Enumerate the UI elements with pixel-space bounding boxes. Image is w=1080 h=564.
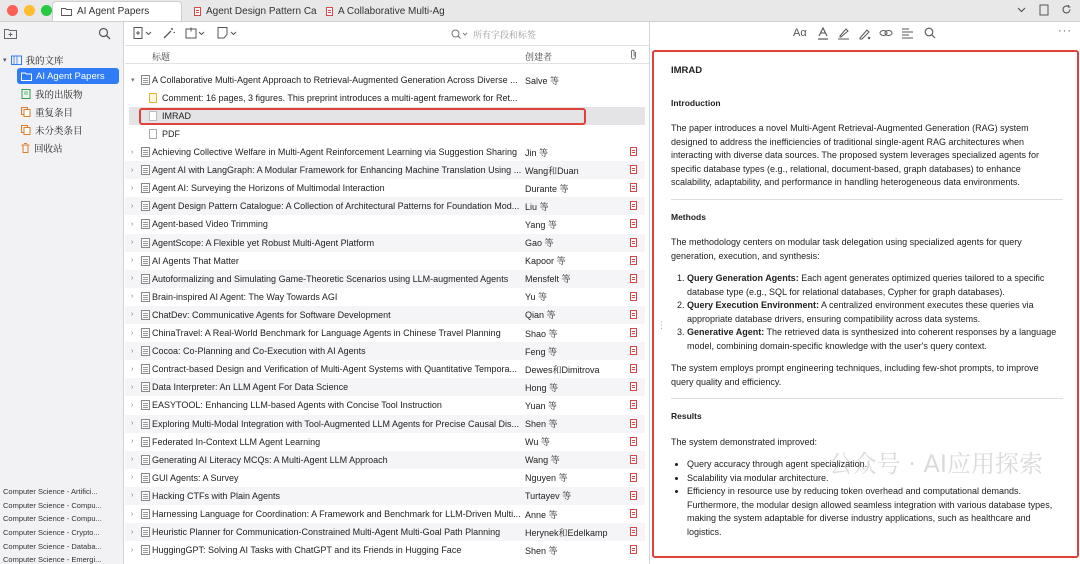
folder-icon xyxy=(21,72,32,81)
item-title: Contract-based Design and Verification of Multi-Agent Systems with Quantitative Tempora... xyxy=(152,364,518,375)
library-icon xyxy=(11,55,22,65)
pdf-attachment-icon[interactable] xyxy=(630,219,637,228)
sidebar-item-my-library[interactable]: ▾ 我的文库 xyxy=(3,56,64,67)
paper-icon xyxy=(141,183,150,193)
table-row[interactable] xyxy=(125,415,645,433)
sidebar-item-duplicates[interactable]: 重复条目 xyxy=(21,104,73,120)
paper-icon xyxy=(141,527,150,537)
item-creator: Mensfelt 等 xyxy=(525,274,571,285)
item-title: Heuristic Planner for Communication-Constrained Multi-Agent Multi-Goal Path Planning xyxy=(152,527,501,538)
collection-tag[interactable]: Computer Science - Compu... xyxy=(3,501,102,510)
table-row[interactable] xyxy=(125,433,645,451)
tab-agent-design-pattern[interactable]: Agent Design Pattern Ca xyxy=(186,1,314,21)
note-icon[interactable] xyxy=(217,27,239,39)
zoom-window-button[interactable] xyxy=(41,5,52,16)
tab-collaborative-multi-agent[interactable]: A Collaborative Multi-Ag xyxy=(318,1,438,21)
paper-icon xyxy=(141,201,150,211)
item-creator: Herynek和Edelkamp xyxy=(525,527,608,538)
list-item: • Query accuracy through agent specialization. xyxy=(687,458,1063,472)
search-icon[interactable] xyxy=(924,27,936,42)
item-creator: Kapoor 等 xyxy=(525,256,566,267)
item-title: HuggingGPT: Solving AI Tasks with ChatGPT and its Friends in Hugging Face xyxy=(152,545,462,556)
chevron-right-icon[interactable]: › xyxy=(131,510,134,518)
pdf-attachment-icon[interactable] xyxy=(630,491,637,500)
item-title: Data Interpreter: An LLM Agent For Data Science xyxy=(152,382,349,393)
pdf-attachment-icon[interactable] xyxy=(630,292,637,301)
page-icon[interactable] xyxy=(1039,4,1049,19)
table-row[interactable] xyxy=(125,505,645,523)
table-row[interactable] xyxy=(125,234,645,252)
item-creator: Hong 等 xyxy=(525,382,559,393)
paper-icon xyxy=(141,328,150,338)
item-creator: Nguyen 等 xyxy=(525,473,568,484)
highlight-icon[interactable] xyxy=(837,27,850,43)
pdf-icon xyxy=(326,7,333,16)
item-creator: Durante 等 xyxy=(525,183,569,194)
sidebar-toolbar xyxy=(0,22,123,48)
tab-bar xyxy=(0,0,1080,22)
paper-icon xyxy=(141,455,150,465)
sidebar-item-my-publications[interactable]: 我的出版物 xyxy=(21,86,83,102)
item-title: Hacking CTFs with Plain Agents xyxy=(152,490,281,501)
divider xyxy=(671,199,1063,200)
pdf-attachment-icon[interactable] xyxy=(630,346,637,355)
pdf-attachment-icon[interactable] xyxy=(630,328,637,337)
item-creator: Wang 等 xyxy=(525,455,560,466)
magic-wand-icon[interactable] xyxy=(163,27,175,39)
methods-list xyxy=(671,272,1063,353)
section-heading-methods: Methods xyxy=(671,211,706,222)
paper-icon xyxy=(141,437,150,447)
note-toolbar xyxy=(651,22,1080,48)
chevron-right-icon[interactable]: › xyxy=(131,401,134,409)
item-creator: Dewes和Dimitrova xyxy=(525,364,600,375)
table-row[interactable]: ▾ A Collaborative Multi-Agent Approach to Retrieval-Augmented Generation Across Diverse ... Salve 等 xyxy=(131,75,560,86)
item-title: Achieving Collective Welfare in Multi-Agent Reinforcement Learning via Suggestion Sharing xyxy=(152,147,518,157)
pdf-attachment-icon[interactable] xyxy=(630,238,637,247)
collection-tag[interactable]: Computer Science - Compu... xyxy=(3,514,102,523)
table-row[interactable] xyxy=(125,306,645,324)
paper-icon xyxy=(141,509,150,519)
note-pane xyxy=(651,22,1080,564)
tabbar-right-tools xyxy=(1016,4,1072,19)
paper-icon xyxy=(141,219,150,229)
more-icon[interactable]: ··· xyxy=(1058,25,1072,37)
duplicates-icon xyxy=(21,107,31,117)
title-column-header[interactable]: 标题 xyxy=(152,52,171,62)
pen-icon[interactable] xyxy=(858,27,872,43)
sync-icon[interactable] xyxy=(1061,4,1072,19)
sidebar-item-trash[interactable]: 回收站 xyxy=(21,140,63,156)
item-creator: Yuan 等 xyxy=(525,400,558,411)
chevron-right-icon[interactable]: › xyxy=(131,528,134,536)
chevron-right-icon[interactable]: › xyxy=(131,347,134,355)
publications-icon xyxy=(21,89,31,99)
table-row[interactable] xyxy=(125,215,645,233)
item-title: Autoformalizing and Simulating Game-Theoretic Scenarios using LLM-augmented Agents xyxy=(152,273,509,284)
drag-handle-icon[interactable]: ⋮ xyxy=(657,320,666,330)
format-icon[interactable]: Aα xyxy=(793,27,807,39)
search-placeholder: 所有字段和标签 xyxy=(473,29,537,40)
item-creator: Turtayev 等 xyxy=(525,491,572,502)
pdf-attachment-icon[interactable] xyxy=(630,437,637,446)
paper-icon xyxy=(141,165,150,175)
list-item: 3. Generative Agent: The retrieved data is synthesized into coherent responses by a language model, combining domain-specific knowledge with the user's query context. xyxy=(687,326,1063,353)
pdf-attachment-icon[interactable] xyxy=(630,527,637,536)
pdf-attachment-icon[interactable] xyxy=(630,201,637,210)
chevron-right-icon[interactable]: › xyxy=(131,293,134,301)
close-window-button[interactable] xyxy=(7,5,18,16)
item-title: Agent AI: Surveying the Horizons of Multimodal Interaction xyxy=(152,183,385,194)
link-icon[interactable] xyxy=(879,27,893,42)
item-creator: Yu 等 xyxy=(525,292,548,303)
pdf-attachment-icon[interactable] xyxy=(630,147,637,156)
chevron-right-icon[interactable]: › xyxy=(131,184,134,192)
chevron-right-icon[interactable]: › xyxy=(131,546,134,554)
methods-paragraph: The methodology centers on modular task delegation using specialized agents for query generation, execution, and synthesis: xyxy=(671,237,1022,261)
paper-icon xyxy=(141,419,150,429)
paper-icon xyxy=(141,473,150,483)
sidebar-item-unfiled[interactable]: 未分类条目 xyxy=(21,122,83,138)
item-title: ChinaTravel: A Real-World Benchmark for Language Agents in Chinese Travel Planning xyxy=(152,328,501,338)
minimize-window-button[interactable] xyxy=(24,5,35,16)
pdf-attachment-icon[interactable] xyxy=(630,382,637,391)
new-item-icon[interactable] xyxy=(133,27,153,39)
table-row[interactable] xyxy=(125,541,645,559)
item-creator: Anne 等 xyxy=(525,509,558,520)
chevron-right-icon[interactable]: › xyxy=(131,329,134,337)
item-creator: Wu 等 xyxy=(525,437,550,448)
pdf-attachment-icon[interactable] xyxy=(630,165,637,174)
section-heading-introduction: Introduction xyxy=(671,97,721,108)
table-row[interactable] xyxy=(125,197,645,215)
table-row[interactable] xyxy=(125,396,645,414)
table-row[interactable] xyxy=(125,469,645,487)
chevron-right-icon[interactable]: › xyxy=(131,492,134,500)
paper-icon xyxy=(141,147,150,157)
column-header xyxy=(125,46,649,64)
paper-icon xyxy=(141,400,150,410)
list-item: 2. Query Execution Environment: A centralized environment executes these queries via appropriate database drivers, ensuring compatibility across data systems. xyxy=(687,299,1063,326)
pdf-attachment-icon[interactable] xyxy=(630,310,637,319)
pdf-attachment-icon[interactable] xyxy=(630,419,637,428)
item-title: Cocoa: Co-Planning and Co-Execution with AI Agents xyxy=(152,346,366,357)
item-title: Exploring Multi-Modal Integration with Tool-Augmented LLM Agents for Precise Causal Dis... xyxy=(152,418,520,429)
table-row[interactable] xyxy=(125,324,645,342)
divider xyxy=(671,398,1063,399)
table-row[interactable] xyxy=(125,451,645,469)
table-row[interactable] xyxy=(125,378,645,396)
item-title: Harnessing Language for Coordination: A Framework and Benchmark for LLM-Driven Multi... xyxy=(152,509,521,519)
chevron-down-icon[interactable]: ▾ xyxy=(3,57,7,64)
chevron-right-icon[interactable]: › xyxy=(131,275,134,283)
items-toolbar xyxy=(125,22,649,46)
table-row[interactable] xyxy=(125,179,645,197)
chevron-down-icon[interactable] xyxy=(1016,4,1027,19)
item-creator: Jin 等 xyxy=(525,147,549,158)
child-pdf-attachment[interactable]: PDF xyxy=(149,125,180,143)
file-icon xyxy=(149,129,157,139)
item-creator: Liu 等 xyxy=(525,201,549,212)
chevron-right-icon[interactable]: › xyxy=(131,438,134,446)
methods-after-paragraph: The system employs prompt engineering techniques, including few-shot prompts, to improve query quality and efficiency. xyxy=(671,363,1039,387)
note-editor-highlight[interactable] xyxy=(652,50,1079,558)
chevron-right-icon[interactable]: › xyxy=(131,365,134,373)
paper-icon xyxy=(141,238,150,248)
list-item: • Scalability via modular architecture. xyxy=(687,472,1063,486)
pdf-attachment-icon[interactable] xyxy=(630,473,637,482)
search-icon xyxy=(451,29,469,40)
item-title: Agent-based Video Trimming xyxy=(152,219,268,230)
paper-icon xyxy=(141,491,150,501)
table-row[interactable] xyxy=(125,342,645,360)
table-row[interactable] xyxy=(125,270,645,288)
underline-icon[interactable] xyxy=(817,27,829,43)
note-title: IMRAD xyxy=(671,65,703,76)
results-paragraph: The system demonstrated improved: xyxy=(671,436,818,447)
item-title: Agent AI with LangGraph: A Modular Framework for Enhancing Machine Translation Using ... xyxy=(152,165,522,176)
pdf-attachment-icon[interactable] xyxy=(630,455,637,464)
item-creator: Gao 等 xyxy=(525,238,554,248)
chevron-right-icon[interactable]: › xyxy=(131,257,134,265)
pdf-attachment-icon[interactable] xyxy=(630,545,637,554)
chevron-right-icon[interactable]: › xyxy=(131,383,134,391)
item-title: Agent Design Pattern Catalogue: A Collection of Architectural Patterns for Foundation Mod... xyxy=(152,201,520,212)
item-title: Federated In-Context LLM Agent Learning xyxy=(152,436,321,447)
new-collection-icon[interactable] xyxy=(4,28,17,39)
paper-icon xyxy=(141,382,150,392)
pdf-attachment-icon[interactable] xyxy=(630,183,637,192)
list-item: 1. Query Generation Agents: Each agent generates optimized queries tailored to a specific database type (e.g., SQL for relational databases, Cypher for graph databases). xyxy=(687,272,1063,299)
pdf-attachment-icon[interactable] xyxy=(630,256,637,265)
sidebar-item-ai-agent-papers[interactable]: AI Agent Papers xyxy=(17,68,119,84)
align-icon[interactable] xyxy=(901,27,914,42)
items-pane xyxy=(125,22,650,564)
list-item: • Efficiency in resource use by reducing token overhead and computational demands. Furthermore, the modular design allowed seamless integration with various database types, making the system adaptable for diverse industry applications, such as healthcare and logistics. xyxy=(687,485,1063,539)
chevron-right-icon[interactable]: › xyxy=(131,456,134,464)
item-creator: Shen 等 xyxy=(525,419,558,429)
paper-icon xyxy=(141,310,150,320)
pdf-attachment-icon[interactable] xyxy=(630,400,637,409)
table-row[interactable] xyxy=(125,360,645,378)
table-row[interactable] xyxy=(125,523,645,541)
chevron-right-icon[interactable]: › xyxy=(131,239,134,246)
attach-icon[interactable] xyxy=(185,27,207,39)
search-field[interactable] xyxy=(451,26,643,42)
table-row[interactable] xyxy=(125,161,645,179)
item-title: Brain-inspired AI Agent: The Way Towards AGI xyxy=(152,291,338,302)
pdf-attachment-icon[interactable] xyxy=(630,509,637,518)
table-row[interactable] xyxy=(125,487,645,505)
item-title: AgentScope: A Flexible yet Robust Multi-Agent Platform xyxy=(152,237,375,248)
section-heading-results: Results xyxy=(671,411,702,421)
paper-icon xyxy=(141,75,150,85)
table-row[interactable] xyxy=(125,288,645,306)
chevron-right-icon[interactable]: › xyxy=(131,420,134,427)
item-creator: Shao 等 xyxy=(525,328,558,339)
collection-tag[interactable]: Computer Science - Emergi... xyxy=(3,555,102,564)
trash-icon xyxy=(21,143,30,153)
chevron-right-icon[interactable]: › xyxy=(131,202,134,210)
search-icon[interactable] xyxy=(98,27,111,40)
chevron-down-icon[interactable]: ▾ xyxy=(131,77,135,84)
pdf-attachment-icon[interactable] xyxy=(630,364,637,373)
chevron-right-icon[interactable]: › xyxy=(131,166,134,174)
item-creator: Wang和Duan xyxy=(525,165,579,176)
child-note-comment[interactable]: Comment: 16 pages, 3 figures. This preprint introduces a multi-agent framework for Ret... xyxy=(149,89,519,107)
pdf-icon xyxy=(194,7,201,16)
chevron-right-icon[interactable]: › xyxy=(131,474,134,482)
paper-icon xyxy=(141,364,150,374)
collection-tag[interactable]: Computer Science - Crypto... xyxy=(3,528,100,537)
unfiled-icon xyxy=(21,125,31,135)
paper-icon xyxy=(141,256,150,266)
item-title: EASYTOOL: Enhancing LLM-based Agents with Concise Tool Instruction xyxy=(152,400,442,411)
item-creator: Yang 等 xyxy=(525,219,557,230)
creator-column-header[interactable]: 创建者 xyxy=(525,52,553,62)
collections-sidebar xyxy=(0,22,124,564)
item-title: AI Agents That Matter xyxy=(152,255,239,266)
item-creator: Feng 等 xyxy=(525,346,558,357)
item-creator: Shen 等 xyxy=(525,545,558,556)
collection-tag[interactable]: Computer Science - Artifici... xyxy=(3,487,98,496)
watermark: 公众号 · AI应用探索 xyxy=(828,450,1043,478)
collection-tag[interactable]: Computer Science - Databa... xyxy=(3,542,102,551)
tab-ai-agent-papers[interactable]: AI Agent Papers xyxy=(52,1,182,21)
item-creator: Qian 等 xyxy=(525,310,556,321)
paper-icon xyxy=(141,545,150,555)
intro-paragraph: The paper introduces a novel Multi-Agent Retrieval-Augmented Generation (RAG) system designed to address the inefficiencies of traditional single-agent RAG architectures when interacting with diverse data sources. The proposed system leverages specialized agents for specific database types (e.g., relational, document-based, graph databases) to enhance scalability, adaptability, and performance in handling heterogeneous data environments. xyxy=(671,123,1040,187)
paper-icon xyxy=(141,346,150,356)
paper-icon xyxy=(141,292,150,302)
table-row[interactable] xyxy=(125,252,645,270)
table-row[interactable] xyxy=(125,143,645,161)
paper-icon xyxy=(141,274,150,284)
child-note-imrad[interactable]: IMRAD xyxy=(129,107,645,125)
imrad-highlight-box xyxy=(139,108,586,125)
note-icon xyxy=(149,93,157,103)
item-title: ChatDev: Communicative Agents for Software Development xyxy=(152,309,391,320)
item-title: GUI Agents: A Survey xyxy=(152,472,239,483)
chevron-right-icon[interactable]: › xyxy=(131,220,134,228)
pdf-attachment-icon[interactable] xyxy=(630,274,637,283)
window-controls xyxy=(7,5,52,16)
chevron-right-icon[interactable]: › xyxy=(131,148,134,156)
library-tab-icon xyxy=(61,7,72,16)
item-title: Generating AI Literacy MCQs: A Multi-Agent LLM Approach xyxy=(152,454,388,465)
chevron-right-icon[interactable]: › xyxy=(131,311,134,319)
paperclip-icon[interactable] xyxy=(629,49,638,62)
